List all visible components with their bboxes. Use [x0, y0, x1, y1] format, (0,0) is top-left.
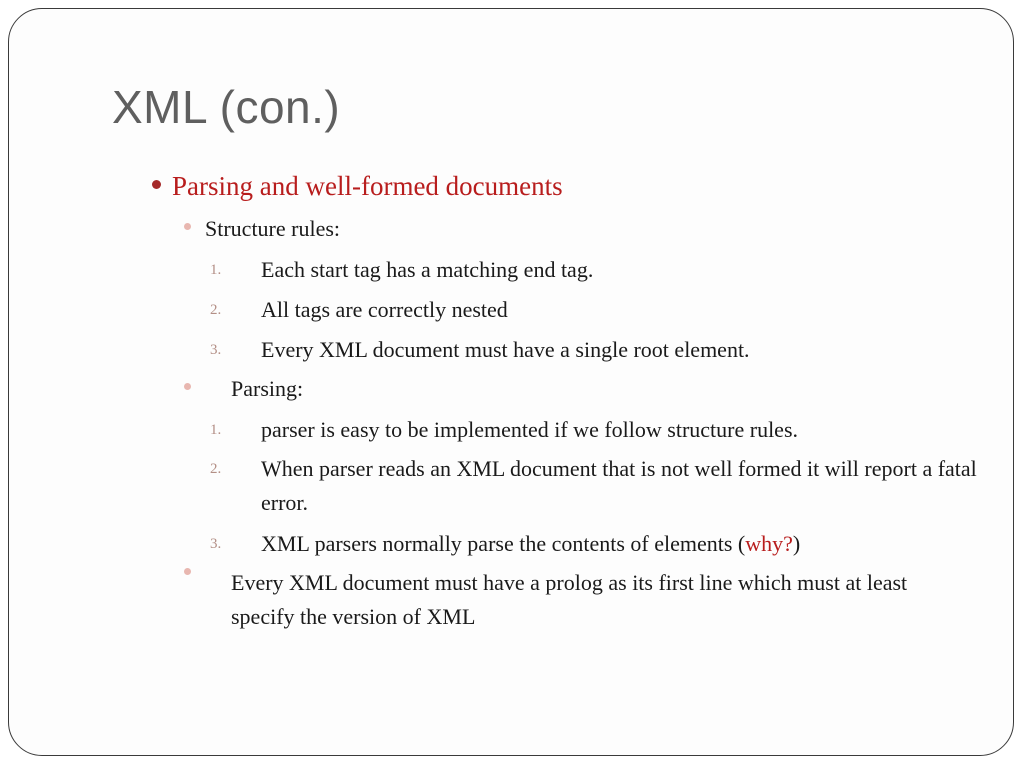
prolog-text: Every XML document must have a prolog as its first line which must at least specify the version of XML	[231, 570, 908, 629]
structure-rules-bullet	[184, 216, 340, 242]
list-number: 2.	[210, 461, 222, 477]
parsing-item-close: )	[792, 531, 801, 556]
parsing-item	[261, 527, 800, 561]
structure-rules-heading: Structure rules:	[205, 216, 341, 241]
prolog-bullet	[184, 574, 191, 581]
sub-bullet-dot-icon	[184, 568, 191, 575]
list-number: 1.	[210, 422, 222, 438]
main-bullet-text: Parsing and well-formed documents	[172, 171, 563, 201]
parsing-bullet	[184, 376, 303, 402]
structure-rule-item: Each start tag has a matching end tag.	[261, 257, 594, 282]
sub-bullet-dot-icon	[184, 223, 191, 230]
parsing-heading: Parsing:	[231, 376, 304, 401]
list-number: 2.	[210, 302, 222, 318]
parsing-item-text: XML parsers normally parse the contents of elements (	[261, 531, 746, 556]
slide-title: XML (con.)	[112, 81, 341, 133]
parsing-item: When parser reads an XML document that is not well formed it will report a fatal error.	[261, 456, 977, 515]
parsing-item: parser is easy to be implemented if we follow structure rules.	[261, 417, 799, 442]
list-number: 3.	[210, 342, 222, 358]
structure-rule-item: All tags are correctly nested	[261, 297, 508, 322]
sub-bullet-dot-icon	[184, 383, 191, 390]
structure-rule-item: Every XML document must have a single root element.	[261, 337, 750, 362]
why-highlight: why?	[745, 531, 793, 556]
list-number: 1.	[210, 262, 222, 278]
bullet-dot-icon	[152, 180, 161, 189]
list-number: 3.	[210, 536, 222, 552]
main-bullet	[152, 171, 563, 202]
